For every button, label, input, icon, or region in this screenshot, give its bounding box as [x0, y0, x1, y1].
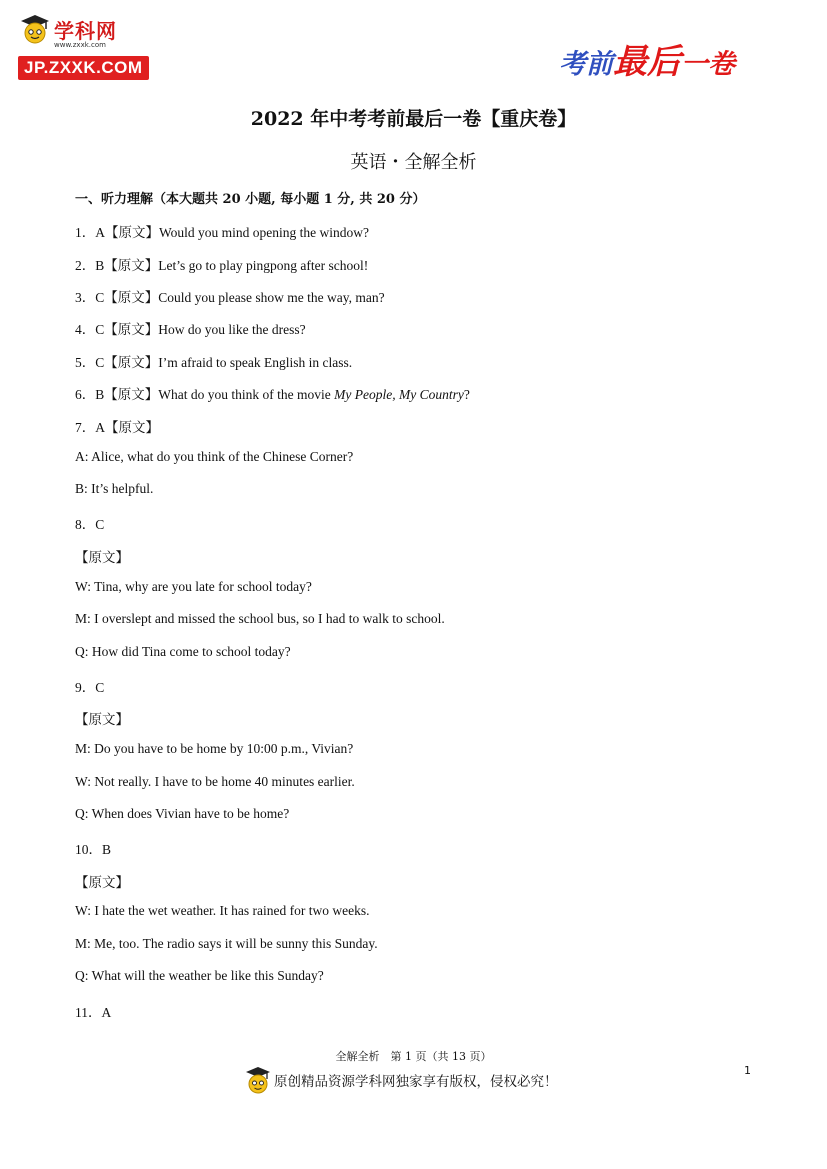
dialogue-line: A: Alice, what do you think of the Chinese Corner? — [75, 449, 354, 464]
mascot-icon — [18, 12, 52, 46]
dialogue-line: M: Do you have to be home by 10:00 p.m., Vivian? — [75, 741, 354, 756]
slogan — [559, 34, 735, 83]
answer-line: 4．C【原文】How do you like the dress? — [75, 322, 306, 337]
answer-line: 2．B【原文】Let’s go to play pingpong after school! — [75, 258, 369, 273]
mascot-icon — [244, 1064, 272, 1096]
source-label: 【原文】 — [75, 550, 129, 565]
answer-line: 7．A【原文】 — [75, 420, 159, 435]
logo-name: 学科网 — [54, 18, 117, 43]
footer-copyright-text: 原创精品资源学科网独家享有版权，侵权必究！ — [274, 1074, 558, 1090]
movie-title: My People, My Country — [334, 387, 464, 402]
slogan-part-1: 考前 — [559, 49, 613, 80]
answer-line: 11．A — [75, 1005, 112, 1020]
line6-prefix: 6．B【原文】What do you think of the movie — [75, 387, 335, 402]
footer-copyright — [244, 1064, 558, 1096]
dialogue-line: B: It’s helpful. — [75, 481, 154, 496]
page-title: 2022 年中考考前最后一卷【重庆卷】 — [250, 108, 577, 130]
answer-line: 5．C【原文】I’m afraid to speak English in class. — [75, 355, 353, 370]
slogan-part-2: 最后 — [613, 42, 681, 82]
answer-line: 8．C — [75, 517, 105, 532]
page-subtitle: 英语・全解全析 — [350, 152, 477, 173]
site-logo[interactable] — [18, 12, 158, 82]
page-number: 1 — [744, 1064, 751, 1077]
dialogue-line: W: Not really. I have to be home 40 minutes earlier. — [75, 774, 355, 789]
answer-line: 1．A【原文】Would you mind opening the window? — [75, 225, 370, 240]
dialogue-line: M: Me, too. The radio says it will be sunny this Sunday. — [75, 936, 378, 951]
logo-url: www.zxxk.com — [54, 41, 106, 49]
answer-line-6 — [75, 383, 470, 403]
source-label: 【原文】 — [75, 712, 129, 727]
dialogue-line: Q: How did Tina come to school today? — [75, 644, 291, 659]
answer-line: 3．C【原文】Could you please show me the way, man? — [75, 290, 385, 305]
logo-badge: JP.ZXXK.COM — [18, 56, 149, 80]
footer-page-note: 全解全析 第 1 页（共 13 页） — [335, 1050, 492, 1063]
answer-line: 10．B — [75, 842, 112, 857]
dialogue-line: Q: What will the weather be like this Sunday? — [75, 968, 324, 983]
dialogue-line: Q: When does Vivian have to be home? — [75, 806, 290, 821]
section-heading: 一、听力理解（本大题共 20 小题, 每小题 1 分, 共 20 分） — [75, 192, 426, 207]
answer-line: 9．C — [75, 680, 105, 695]
source-label: 【原文】 — [75, 875, 129, 890]
slogan-part-3: 一卷 — [681, 49, 735, 80]
dialogue-line: M: I overslept and missed the school bus, so I had to walk to school. — [75, 611, 445, 626]
dialogue-line: W: Tina, why are you late for school today? — [75, 579, 312, 594]
dialogue-line: W: I hate the wet weather. It has rained for two weeks. — [75, 903, 370, 918]
line6-suffix: ? — [463, 387, 470, 402]
